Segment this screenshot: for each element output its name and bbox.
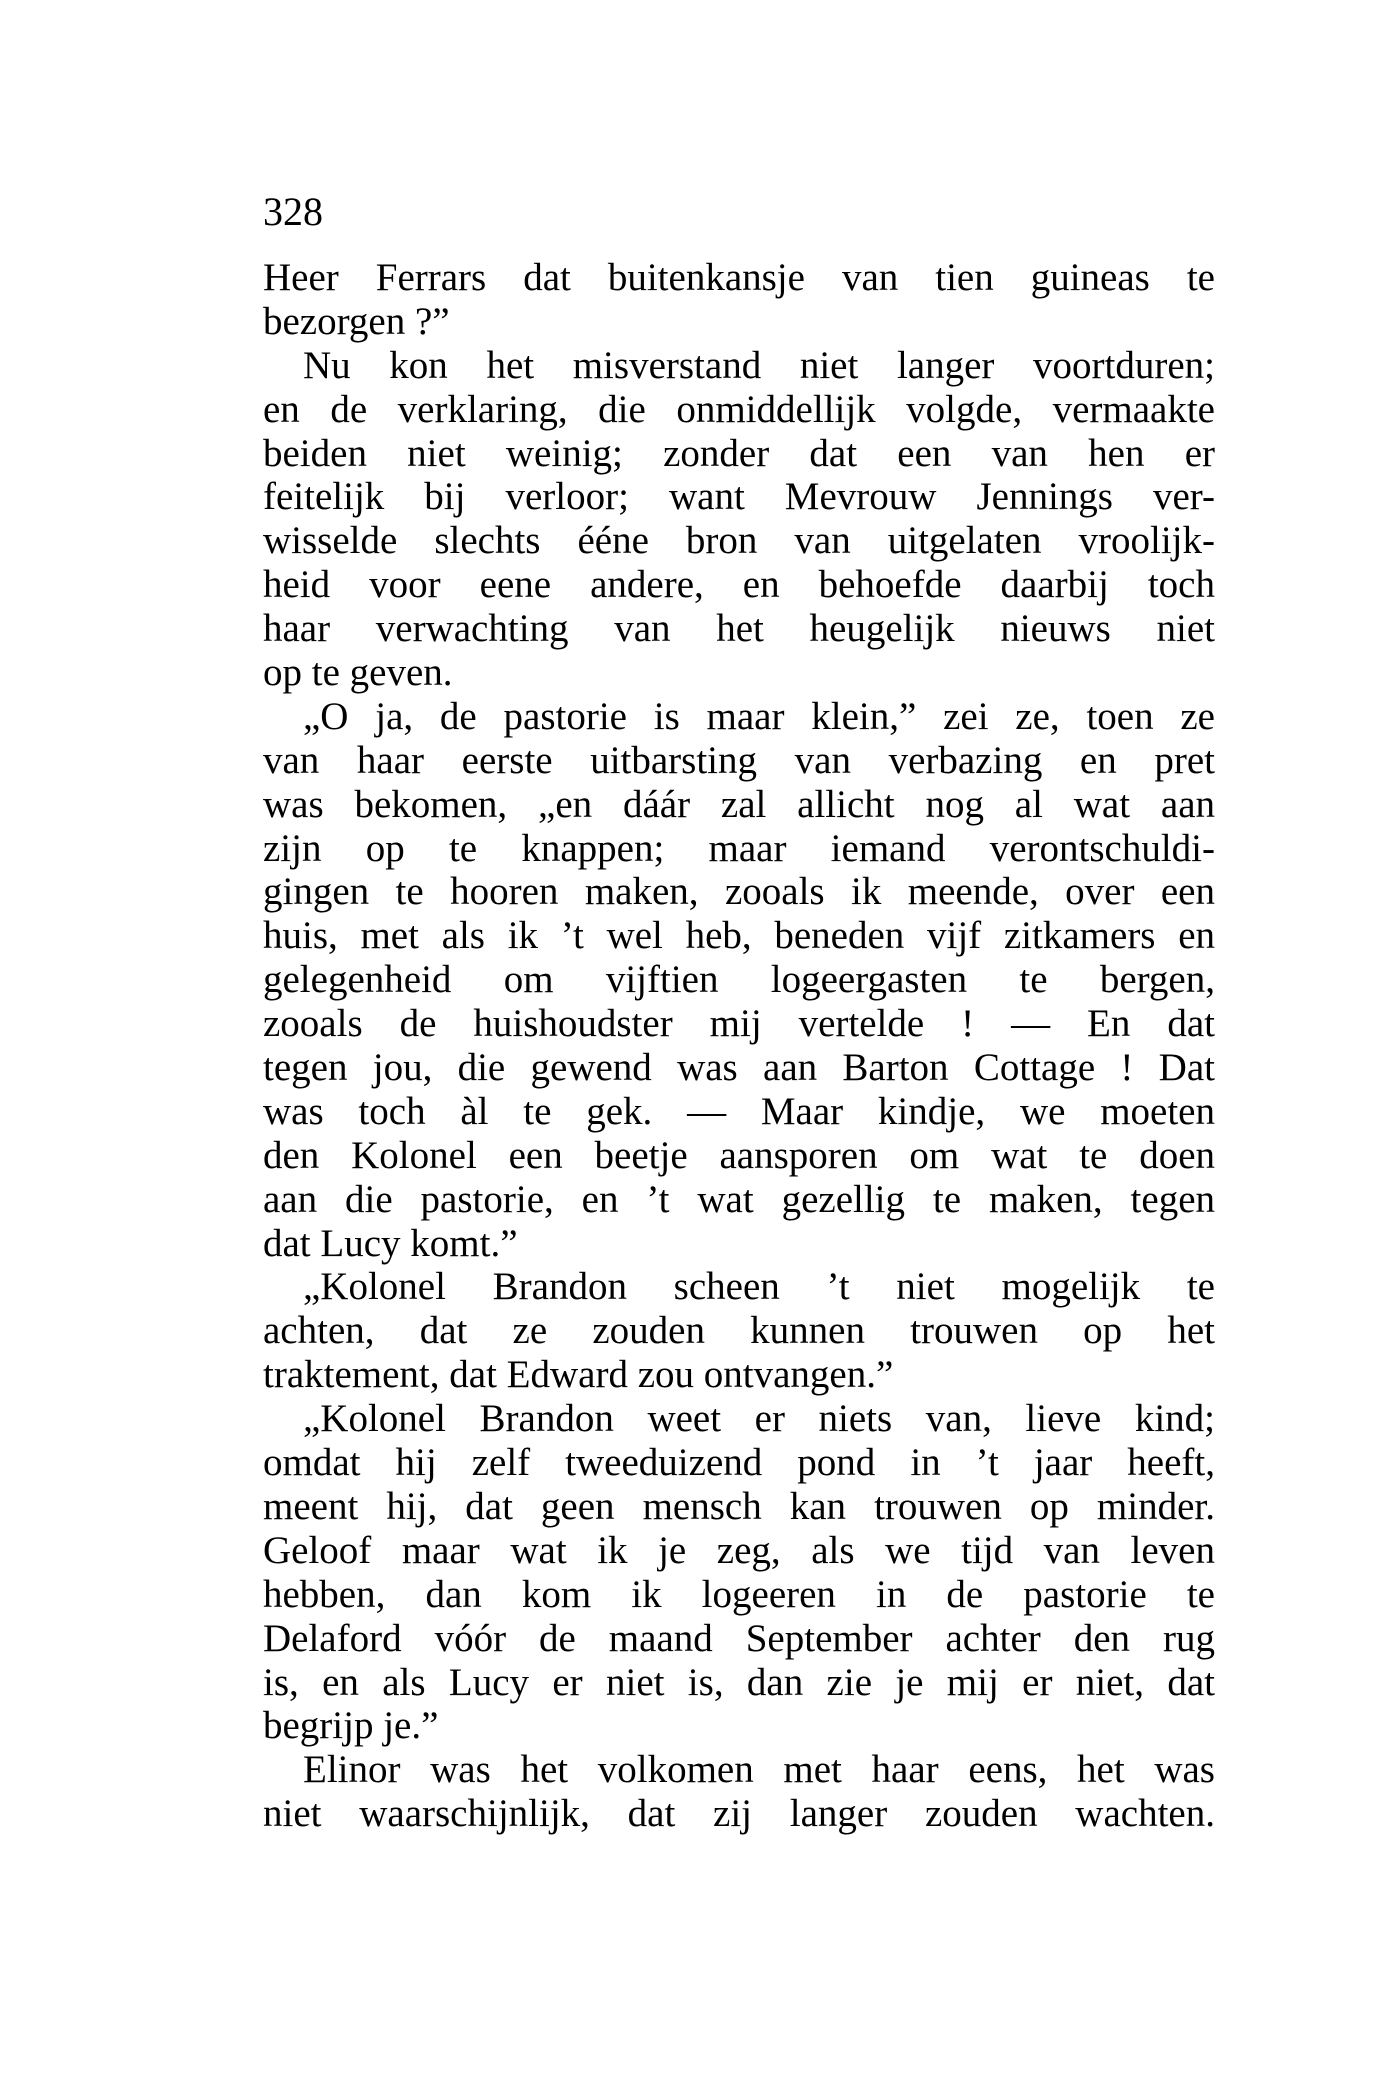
text-line: zooals de huishoudster mij vertelde ! — En dat — [263, 1002, 1215, 1046]
text-line: heid voor eene andere, en behoefde daarbij toch — [263, 563, 1215, 607]
text-line: achten, dat ze zouden kunnen trouwen op het — [263, 1309, 1215, 1353]
paragraph — [263, 256, 1215, 344]
text-line: Geloof maar wat ik je zeg, als we tijd van leven — [263, 1528, 1215, 1572]
text-line: was bekomen, „en dáár zal allicht nog al wat aan — [263, 782, 1215, 826]
paragraph — [263, 1748, 1215, 1836]
text-line: van haar eerste uitbarsting van verbazing en pret — [263, 738, 1215, 782]
text-line: zijn op te knappen; maar iemand verontschuldi- — [263, 826, 1215, 870]
text-line: omdat hij zelf tweeduizend pond in ’t jaar heeft, — [263, 1441, 1215, 1485]
paragraph — [263, 1265, 1215, 1397]
text-line: Nu kon het misverstand niet langer voortduren; — [303, 343, 1215, 387]
text-line: gingen te hooren maken, zooals ik meende, over een — [263, 870, 1215, 914]
text-line: op te geven. — [263, 651, 453, 695]
text-line: gelegenheid om vijftien logeergasten te bergen, — [263, 958, 1215, 1002]
text-line: „Kolonel Brandon weet er niets van, lieve kind; — [303, 1397, 1215, 1441]
text-line: tegen jou, die gewend was aan Barton Cottage ! Dat — [263, 1046, 1215, 1090]
paragraph — [263, 695, 1215, 1266]
text-line: „O ja, de pastorie is maar klein,” zei ze, toen ze — [303, 694, 1215, 738]
text-line: en de verklaring, die onmiddellijk volgde, vermaakte — [263, 387, 1215, 431]
text-line: is, en als Lucy er niet is, dan zie je mij er niet, dat — [263, 1660, 1215, 1704]
text-line: feitelijk bij verloor; want Mevrouw Jennings ver- — [263, 475, 1215, 519]
body-text — [263, 256, 1215, 1836]
text-line: meent hij, dat geen mensch kan trouwen op minder. — [263, 1484, 1215, 1528]
text-line: aan die pastorie, en ’t wat gezellig te maken, tegen — [263, 1177, 1215, 1221]
text-line: Delaford vóór de maand September achter den rug — [263, 1616, 1215, 1660]
text-line: haar verwachting van het heugelijk nieuws niet — [263, 607, 1215, 651]
text-line: was toch àl te gek. — Maar kindje, we moeten — [263, 1089, 1215, 1133]
text-line: dat Lucy komt.” — [263, 1221, 518, 1265]
text-line: traktement, dat Edward zou ontvangen.” — [263, 1353, 894, 1397]
text-line: huis, met als ik ’t wel heb, beneden vijf zitkamers en — [263, 914, 1215, 958]
text-line: niet waarschijnlijk, dat zij langer zouden wachten. — [263, 1792, 1215, 1836]
page-number: 328 — [263, 189, 323, 234]
text-line: wisselde slechts ééne bron van uitgelaten vroolijk- — [263, 519, 1215, 563]
text-line: den Kolonel een beetje aansporen om wat te doen — [263, 1133, 1215, 1177]
text-line: bezorgen ?” — [263, 299, 450, 343]
paragraph — [263, 1397, 1215, 1748]
paragraph — [263, 344, 1215, 695]
text-line: hebben, dan kom ik logeeren in de pastorie te — [263, 1572, 1215, 1616]
text-line: beiden niet weinig; zonder dat een van hen er — [263, 431, 1215, 475]
text-line: begrijp je.” — [263, 1704, 439, 1748]
text-line: Heer Ferrars dat buitenkansje van tien guineas te — [263, 256, 1215, 299]
text-line: „Kolonel Brandon scheen ’t niet mogelijk te — [303, 1265, 1215, 1309]
text-line: Elinor was het volkomen met haar eens, het was — [303, 1748, 1215, 1792]
